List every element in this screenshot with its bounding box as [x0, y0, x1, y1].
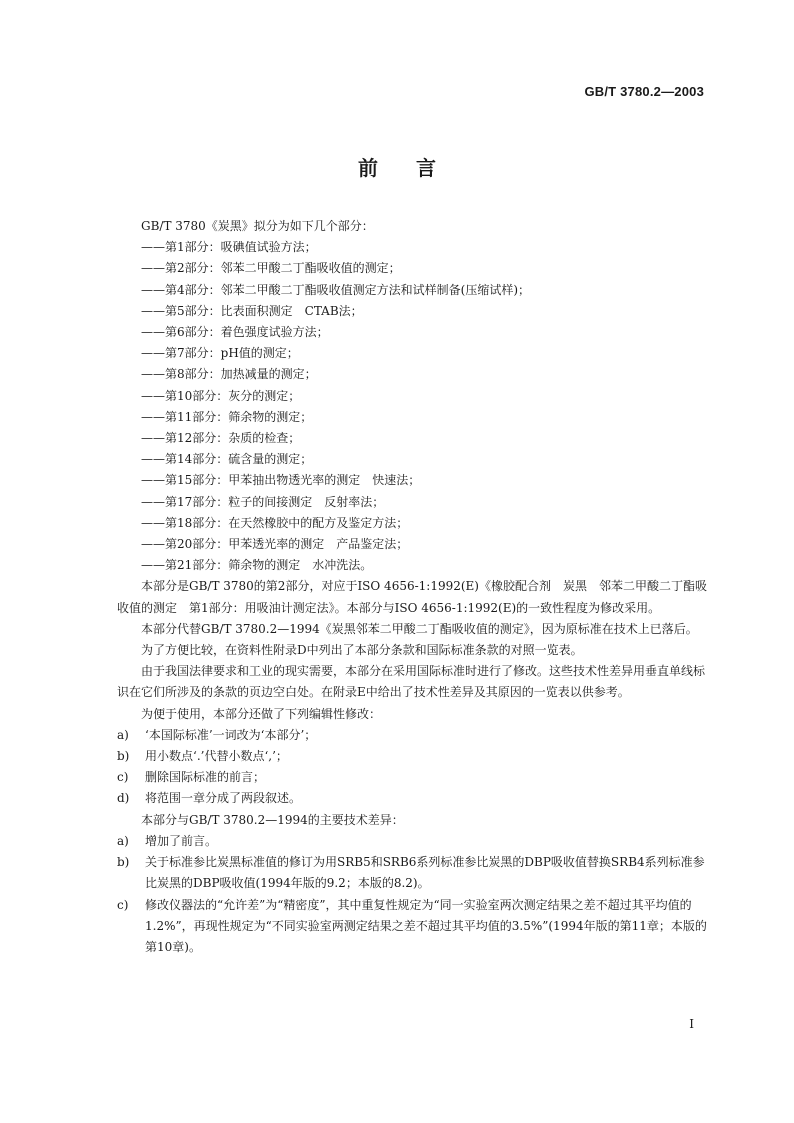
list-marker: a): [117, 833, 129, 848]
list-marker: c): [117, 770, 129, 785]
editorial-changes-list: [117, 725, 707, 810]
list-text: 用小数点‘.’代替小数点‘,’；: [145, 749, 288, 764]
paragraph-modification: 由于我国法律要求和工业的现实需要，本部分在采用国际标准时进行了修改。这些技术性差异用垂直单线标识在它们所涉及的条款的页边空白处。在附录E中给出了技术性差异及其原因的一览表以供参考。: [117, 664, 706, 700]
list-marker: d): [117, 791, 130, 806]
list-item: [117, 852, 707, 894]
list-item: ——第14部分：硫含量的测定；: [141, 452, 313, 467]
list-text: 删除国际标准的前言；: [145, 770, 266, 785]
list-item: ——第8部分：加热减量的测定；: [141, 367, 317, 382]
paragraph-comparison: 为了方便比较，在资料性附录D中列出了本部分条款和国际标准条款的对照一览表。: [141, 643, 583, 658]
list-text: 关于标准参比炭黑标准值的修订为用SRB5和SRB6系列标准参比炭黑的DBP吸收值替换SRB4系列标准参比炭黑的DBP吸收值(1994年版的9.2；本版的8.2)。: [145, 855, 705, 891]
list-item: ——第5部分：比表面积测定 CTAB法；: [141, 303, 363, 318]
paragraph-diff-intro: 本部分与GB/T 3780.2—1994的主要技术差异：: [141, 812, 404, 827]
list-item: [117, 767, 707, 788]
technical-differences-list: [117, 831, 707, 958]
list-item: [117, 831, 707, 852]
list-item: [117, 895, 707, 959]
list-item: ——第7部分：pH值的测定；: [141, 346, 299, 361]
list-item: ——第18部分：在天然橡胶中的配方及鉴定方法；: [141, 515, 409, 530]
document-body: [117, 216, 707, 958]
page-title: 前言: [358, 156, 474, 180]
list-item: ——第4部分：邻苯二甲酸二丁酯吸收值测定方法和试样制备(压缩试样)；: [141, 282, 531, 297]
list-item: ——第17部分：粒子的间接测定 反射率法；: [141, 494, 385, 509]
list-marker: b): [117, 855, 130, 870]
list-item: ——第20部分：甲苯透光率的测定 产品鉴定法；: [141, 537, 409, 552]
list-item: ——第11部分：筛余物的测定；: [141, 409, 313, 424]
list-marker: a): [117, 727, 129, 742]
paragraph-replacement: 本部分代替GB/T 3780.2—1994《炭黑邻苯二甲酸二丁酯吸收值的测定》，因为原标准在技术上已落后。: [141, 621, 698, 636]
list-item: [117, 725, 707, 746]
list-text: 修改仪器法的“允许差”为“精密度”，其中重复性规定为“同一实验室两次测定结果之差不超过其平均值的1.2%”，再现性规定为“不同实验室两测定结果之差不超过其平均值的3.5%”(1994年版的第11章；本版的第10章)。: [145, 897, 707, 954]
list-text: 增加了前言。: [145, 833, 218, 848]
list-text: 将范围一章分成了两段叙述。: [145, 791, 302, 806]
list-marker: c): [117, 897, 129, 912]
list-item: ——第21部分：筛余物的测定 水冲洗法。: [141, 558, 373, 573]
list-item: ——第10部分：灰分的测定；: [141, 388, 301, 403]
standard-code: GB/T 3780.2—2003: [584, 84, 704, 99]
list-item: ——第15部分：甲苯抽出物透光率的测定 快速法；: [141, 473, 421, 488]
list-item: ——第2部分：邻苯二甲酸二丁酯吸收值的测定；: [141, 261, 401, 276]
list-item: [117, 788, 707, 809]
list-text: ‘本国际标准’一词改为‘本部分’；: [145, 727, 317, 742]
paragraph-editorial-intro: 为便于使用，本部分还做了下列编辑性修改：: [141, 706, 382, 721]
page-number: I: [689, 1017, 694, 1031]
parts-list: [117, 237, 707, 576]
list-item: ——第1部分：吸碘值试验方法；: [141, 240, 317, 255]
paragraph-correspondence: 本部分是GB/T 3780的第2部分，对应于ISO 4656-1:1992(E)《橡胶配合剂 炭黑 邻苯二甲酸二丁酯吸收值的测定 第1部分：用吸油计测定法》。本部分与ISO 4656-1:1992(E)的一致性程度为修改采用。: [117, 579, 707, 615]
intro-text: GB/T 3780《炭黑》拟分为如下几个部分：: [141, 219, 374, 233]
list-item: ——第12部分：杂质的检查；: [141, 431, 301, 446]
list-item: ——第6部分：着色强度试验方法；: [141, 325, 329, 340]
list-marker: b): [117, 749, 130, 764]
list-item: [117, 746, 707, 767]
